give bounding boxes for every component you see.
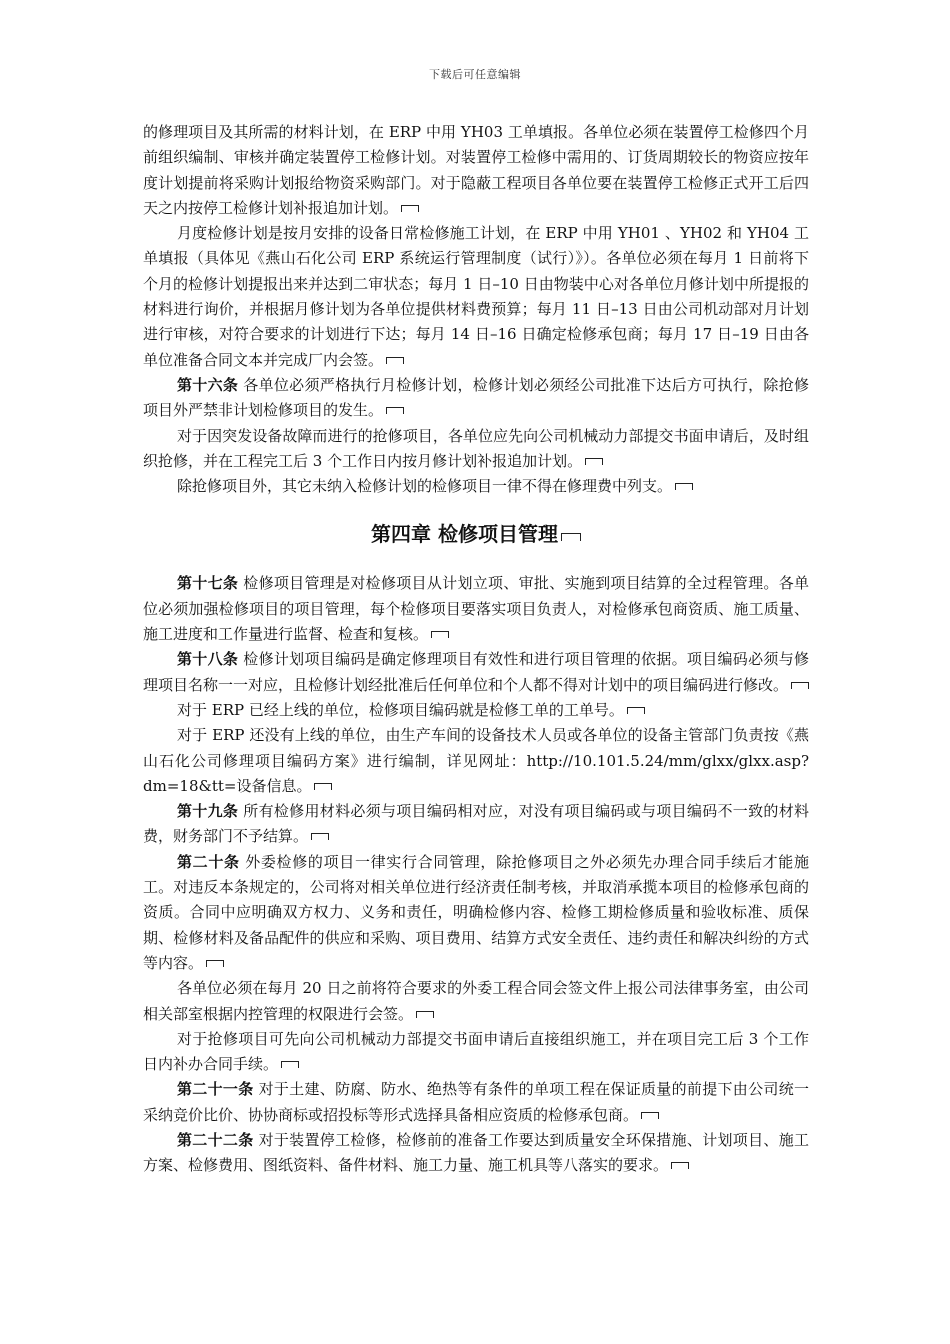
article-number: 第十七条	[177, 574, 239, 593]
section-before	[143, 120, 809, 499]
paragraph	[143, 1128, 809, 1179]
paragraph-text: 对于土建、防腐、防水、绝热等有条件的单项工程在保证质量的前提下由公司统一采纳竞价比价、协协商标或招投标等形式选择具备相应资质的检修承包商。	[143, 1080, 809, 1124]
paragraph-mark-icon	[431, 631, 449, 638]
paragraph	[143, 698, 809, 723]
paragraph-text: 对于装置停工检修，检修前的准备工作要达到质量安全环保措施、计划项目、施工方案、检修费用、图纸资料、备件材料、施工力量、施工机具等八落实的要求。	[143, 1130, 809, 1175]
paragraph-text: 对于 ERP 已经上线的单位，检修项目编码就是检修工单的工单号。	[177, 700, 624, 719]
paragraph-text: 外委检修的项目一律实行合同管理，除抢修项目之外必须先办理合同手续后才能施工。对违反本条规定的，公司将对相关单位进行经济责任制考核，并取消承揽本项目的检修承包商的资质。合同中应明确双方权力、义务和责任，明确检修内容、检修工期检修质量和验收标准、质保期、检修材料及备品配件的供应和采购、项目费用、结算方式安全责任、违约责任和解决纠纷的方式等内容。	[143, 852, 809, 972]
paragraph-text: 的修理项目及其所需的材料计划，在 ERP 中用 YH03 工单填报。各单位必须在装置停工检修四个月前组织编制、审核并确定装置停工检修计划。对装置停工检修中需用的、订货周期较长的物资应按年度计划提前将采购计划报给物资采购部门。对于隐蔽工程项目各单位要在装置停工检修正式开工后四天之内按停工检修计划补报追加计划。	[143, 123, 809, 217]
paragraph	[143, 976, 809, 1027]
paragraph-text: 检修计划项目编码是确定修理项目有效性和进行项目管理的依据。项目编码必须与修理项目名称一一对应，且检修计划经批准后任何单位和个人都不得对计划中的项目编码进行修改。	[143, 650, 809, 694]
article-number: 第十九条	[177, 802, 239, 821]
chapter-title	[143, 519, 809, 549]
paragraph	[143, 221, 809, 373]
paragraph-mark-icon	[386, 357, 404, 364]
paragraph-mark-icon	[206, 960, 224, 967]
paragraph	[143, 850, 809, 976]
article-number: 第十六条	[177, 375, 239, 394]
article-number: 第十八条	[177, 650, 239, 669]
page-header: 下载后可任意编辑	[429, 68, 521, 81]
article-number: 第二十条	[177, 852, 240, 871]
paragraph	[143, 799, 809, 850]
paragraph-mark-icon	[416, 1011, 434, 1018]
article-number: 第二十二条	[177, 1130, 254, 1149]
paragraph	[143, 373, 809, 424]
paragraph-text: 对于 ERP 还没有上线的单位，由生产车间的设备技术人员或各单位的设备主管部门负责按《燕山石化公司修理项目编码方案》进行编制，详见网址：http://10.101.5.24/mm/glxx/glxx.asp?dm=18&tt=设备信息。	[143, 726, 809, 795]
paragraph	[143, 571, 809, 647]
paragraph-mark-icon	[627, 707, 645, 714]
paragraph-text: 对于因突发设备故障而进行的抢修项目，各单位应先向公司机械动力部提交书面申请后，及时组织抢修，并在工程完工后 3 个工作日内按月修计划补报追加计划。	[143, 426, 809, 470]
paragraph-mark-icon	[386, 407, 404, 414]
article-number: 第二十一条	[177, 1080, 254, 1099]
paragraph-mark-icon	[675, 483, 693, 490]
paragraph	[143, 1027, 809, 1078]
paragraph-mark-icon	[311, 833, 329, 840]
paragraph-mark-icon	[671, 1162, 689, 1169]
paragraph-mark-icon	[641, 1112, 659, 1119]
paragraph	[143, 723, 809, 799]
paragraph-text: 所有检修用材料必须与项目编码相对应，对没有项目编码或与项目编码不一致的材料费，财务部门不予结算。	[143, 802, 809, 846]
paragraph	[143, 647, 809, 698]
paragraph-text: 对于抢修项目可先向公司机械动力部提交书面申请后直接组织施工，并在项目完工后 3 个工作日内补办合同手续。	[143, 1029, 809, 1074]
paragraph	[143, 474, 809, 499]
paragraph-text: 月度检修计划是按月安排的设备日常检修施工计划，在 ERP 中用 YH01 、YH02 和 YH04 工单填报（具体见《燕山石化公司 ERP 系统运行管理制度（试行）》）。各单位必须在每月 1 日前将下个月的检修计划提报出来并达到二审状态；每月 1 日–10 日由物装中心对各单位月修计划中所提报的材料进行询价，并根据月修计划为各单位提供材料费预算；每月 11 日–13 日由公司机动部对月计划进行审核，对符合要求的计划进行下达；每月 14 日–16 日确定检修承包商；每月 17 日–19 日由各单位准备合同文本并完成厂内会签。	[143, 224, 809, 369]
paragraph	[143, 120, 809, 221]
paragraph-mark-icon	[791, 682, 809, 689]
paragraph-mark-icon	[401, 205, 419, 212]
paragraph	[143, 424, 809, 475]
paragraph-text: 除抢修项目外，其它未纳入检修计划的检修项目一律不得在修理费中列支。	[177, 477, 673, 496]
paragraph-text: 各单位必须在每月 20 日之前将符合要求的外委工程合同会签文件上报公司法律事务室，由公司相关部室根据内控管理的权限进行会签。	[143, 979, 809, 1023]
paragraph-text: 各单位必须严格执行月检修计划，检修计划必须经公司批准下达后方可执行，除抢修项目外严禁非计划检修项目的发生。	[143, 375, 809, 420]
paragraph-text: 检修项目管理是对检修项目从计划立项、审批、实施到项目结算的全过程管理。各单位必须加强检修项目的项目管理，每个检修项目要落实项目负责人，对检修承包商资质、施工质量、施工进度和工作量进行监督、检查和复核。	[143, 574, 809, 644]
document-body	[143, 120, 809, 1179]
paragraph-mark-icon	[314, 783, 332, 790]
chapter-title-text: 第四章 检修项目管理	[371, 522, 558, 547]
paragraph-mark-icon	[281, 1061, 299, 1068]
paragraph	[143, 1077, 809, 1128]
paragraph-mark-icon	[561, 533, 581, 541]
section-after	[143, 571, 809, 1178]
paragraph-mark-icon	[585, 458, 603, 465]
